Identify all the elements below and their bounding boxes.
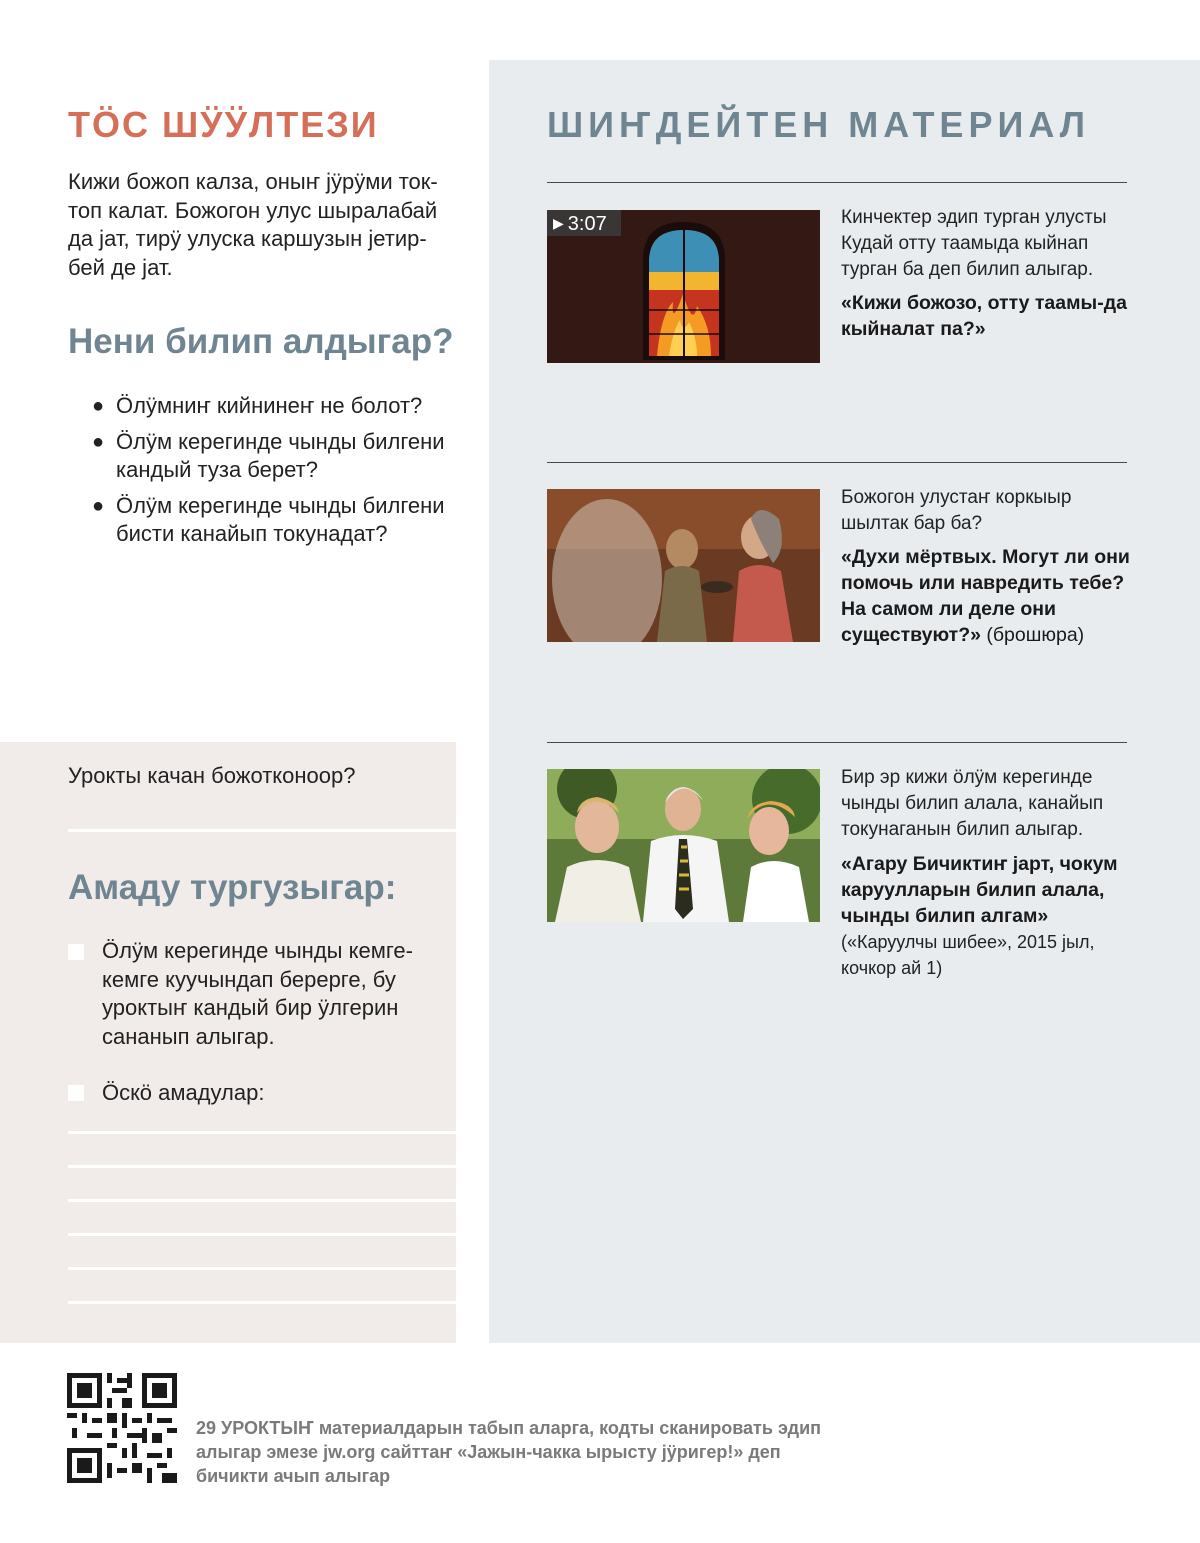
other-goals-checkbox[interactable] [68, 1085, 84, 1101]
resource-description: Бир эр кижи ӧлӱм керегинде чынды билип алала, канайып токунаганын билип алыгар. [841, 767, 1104, 840]
bullet-icon: ● [92, 494, 105, 517]
summary-text: Кижи божоп калза, оныҥ јӱрӱми ток-топ калат. Божогон улус шыралабай да јат, тирӱ улуска каршузын јетир-бей де јат. [68, 169, 438, 280]
goal-text: Ӧлӱм керегинде чынды кемге-кемге куучындап берерге, бу уроктыҥ кандый бир ӱлгерин сананып алыгар. [102, 938, 413, 1049]
resource-source-note: («Каруулчы шибее», 2015 јыл, кочкор ай 1) [841, 932, 1095, 978]
list-item: ● Ӧлӱмниҥ кийнинеҥ не болот? [92, 392, 457, 421]
learn-list [92, 392, 457, 556]
bullet-icon: ● [92, 395, 105, 417]
divider [547, 742, 1127, 743]
writing-line[interactable] [68, 1301, 456, 1304]
supplementary-heading: ШИҤДЕЙТЕН МАТЕРИАЛ [547, 104, 1091, 145]
footer-text: 29 УРОКТЫҤ материалдарын табып аларга, кодты сканировать эдип алыгар эмезе jw.org сайттаҥ «Јажын-чакка ырысту јӱригер!» деп бичикти ачып алыгар [196, 1418, 822, 1486]
writing-line[interactable] [68, 1165, 456, 1168]
goal-heading: Амаду тургузыгар: [68, 868, 397, 907]
qr-code-icon[interactable] [67, 1373, 177, 1483]
summary-heading: ТӦС ШӰӰЛТЕЗИ [68, 104, 379, 145]
list-item: ● Ӧлӱм керегинде чынды билгени кандый туза берет? [92, 428, 445, 482]
divider [547, 182, 1127, 183]
resource-title[interactable]: «Кижи божозо, отту таамы-да кыйналат па?» [841, 292, 1127, 340]
goal-checkbox[interactable] [68, 944, 84, 960]
spirits-medium-image[interactable] [547, 489, 820, 642]
writing-line[interactable] [68, 1199, 456, 1202]
play-icon: ▶ [553, 215, 564, 231]
video-duration-badge[interactable]: ▶ 3:07 [547, 210, 621, 236]
resource-title[interactable]: «Агару Бичиктиҥ јарт, чокум каруулларын билип алала, чынды билип алгам» [841, 853, 1118, 927]
list-item: ● Ӧлӱм керегинде чынды билгени бисти канайып токунадат? [92, 492, 445, 546]
resource-title[interactable]: «Духи мёртвых. Могут ли они помочь или навредить тебе? На самом ли деле они существуют?» (брошюра) [841, 546, 1130, 646]
review-question: Урокты качан божотконоор? [68, 763, 356, 788]
answer-line[interactable] [68, 829, 456, 832]
other-goals-label: Ӧскӧ амадулар: [102, 1080, 265, 1105]
bullet-icon: ● [92, 430, 105, 453]
learn-heading: Нени билип алдыгар? [68, 322, 454, 361]
divider [547, 462, 1127, 463]
three-people-talking-image[interactable] [547, 769, 820, 922]
resource-description: Кинчектер эдип турган улусты Кудай отту таамыда кыйнап турган ба деп билип алыгар. [841, 207, 1107, 280]
writing-line[interactable] [68, 1131, 456, 1134]
writing-line[interactable] [68, 1233, 456, 1236]
writing-line[interactable] [68, 1267, 456, 1270]
resource-description: Божогон улустаҥ коркыыр шылтак бар ба? [841, 487, 1072, 534]
